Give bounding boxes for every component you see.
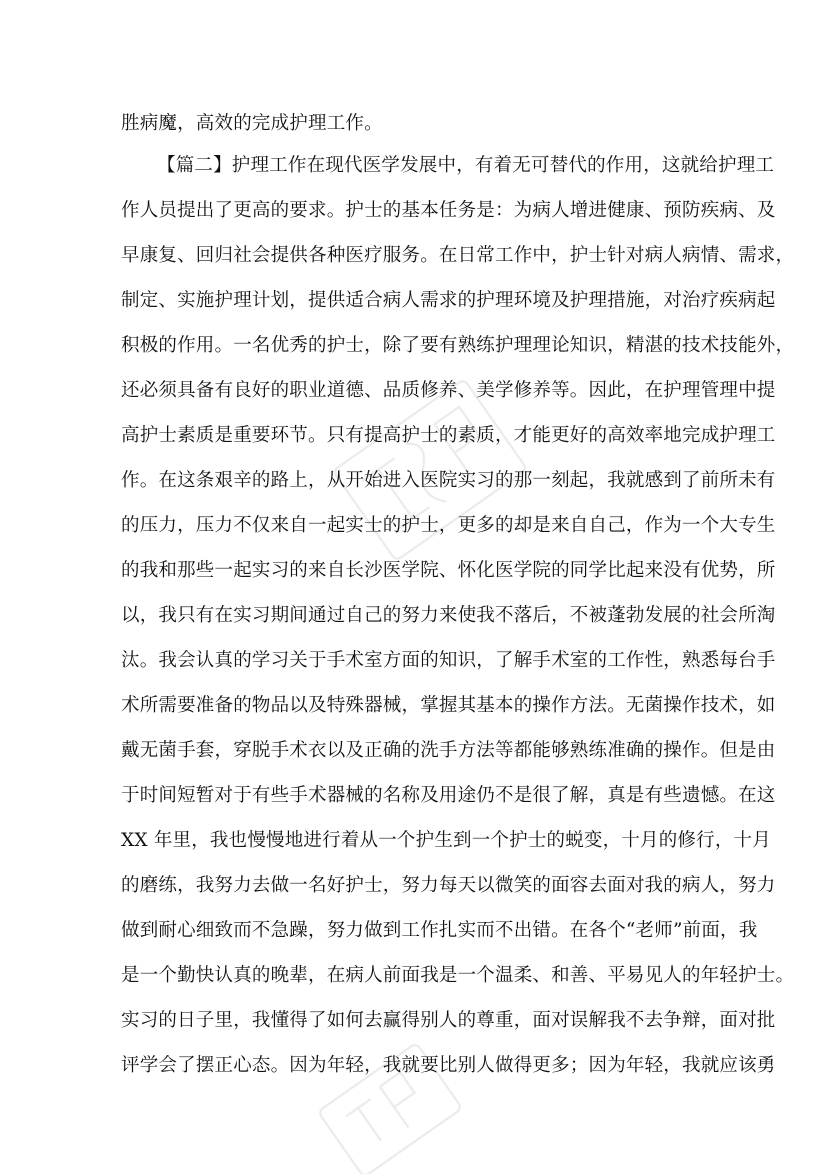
text-line: 的我和那些一起实习的来自长沙医学院、怀化医学院的同学比起来没有优势，所 xyxy=(121,560,776,581)
text-line: 胜病魔，高效的完成护理工作。 xyxy=(121,113,383,134)
text-line: 实习的日子里，我懂得了如何去赢得别人的尊重，面对误解我不去争辩，面对批 xyxy=(121,1010,776,1031)
text-line: 高护士素质是重要环节。只有提高护士的素质，才能更好的高效率地完成护理工 xyxy=(121,425,776,446)
text-line: 积极的作用。一名优秀的护士，除了要有熟练护理理论知识，精湛的技术技能外， xyxy=(121,335,795,356)
text-line: 以，我只有在实习期间通过自己的努力来使我不落后，不被蓬勃发展的社会所淘 xyxy=(121,605,776,626)
text-line: 早康复、回归社会提供各种医疗服务。在日常工作中，护士针对病人病情、需求， xyxy=(121,245,795,266)
text-line: 作人员提出了更高的要求。护士的基本任务是：为病人增进健康、预防疾病、及 xyxy=(121,200,776,221)
text-line: XX 年里，我也慢慢地进行着从一个护生到一个护士的蜕变，十月的修行，十月 xyxy=(121,830,771,851)
text-line: 作。在这条艰辛的路上，从开始进入医院实习的那一刻起，我就感到了前所未有 xyxy=(121,470,776,491)
text-line: 评学会了摆正心态。因为年轻，我就要比别人做得更多；因为年轻，我就应该勇 xyxy=(121,1055,776,1076)
text-line: 的磨练，我努力去做一名好护士，努力每天以微笑的面容去面对我的病人，努力 xyxy=(121,875,776,896)
text-line: 的压力，压力不仅来自一起实士的护士，更多的却是来自自己，作为一个大专生 xyxy=(121,515,776,536)
text-line: 汰。我会认真的学习关于手术室方面的知识，了解手术室的工作性，熟悉每台手 xyxy=(121,650,776,671)
text-line: 做到耐心细致而不急躁，努力做到工作扎实而不出错。在各个“老师”前面，我 xyxy=(121,920,758,941)
text-line: 于时间短暂对于有些手术器械的名称及用途仍不是很了解，真是有些遗憾。在这 xyxy=(121,785,776,806)
text-line: 【篇二】护理工作在现代医学发展中，有着无可替代的作用，这就给护理工 xyxy=(157,155,775,176)
text-line: 是一个勤快认真的晚辈，在病人前面我是一个温柔、和善、平易见人的年轻护士。 xyxy=(121,965,795,986)
text-line: 戴无菌手套，穿脱手术衣以及正确的洗手方法等都能够熟练准确的操作。但是由 xyxy=(121,740,776,761)
text-line: 还必须具备有良好的职业道德、品质修养、美学修养等。因此，在护理管理中提 xyxy=(121,380,776,401)
text-line: 制定、实施护理计划，提供适合病人需求的护理环境及护理措施，对治疗疾病起 xyxy=(121,290,776,311)
text-line: 术所需要准备的物品以及特殊器械，掌握其基本的操作方法。无菌操作技术，如 xyxy=(121,695,776,716)
